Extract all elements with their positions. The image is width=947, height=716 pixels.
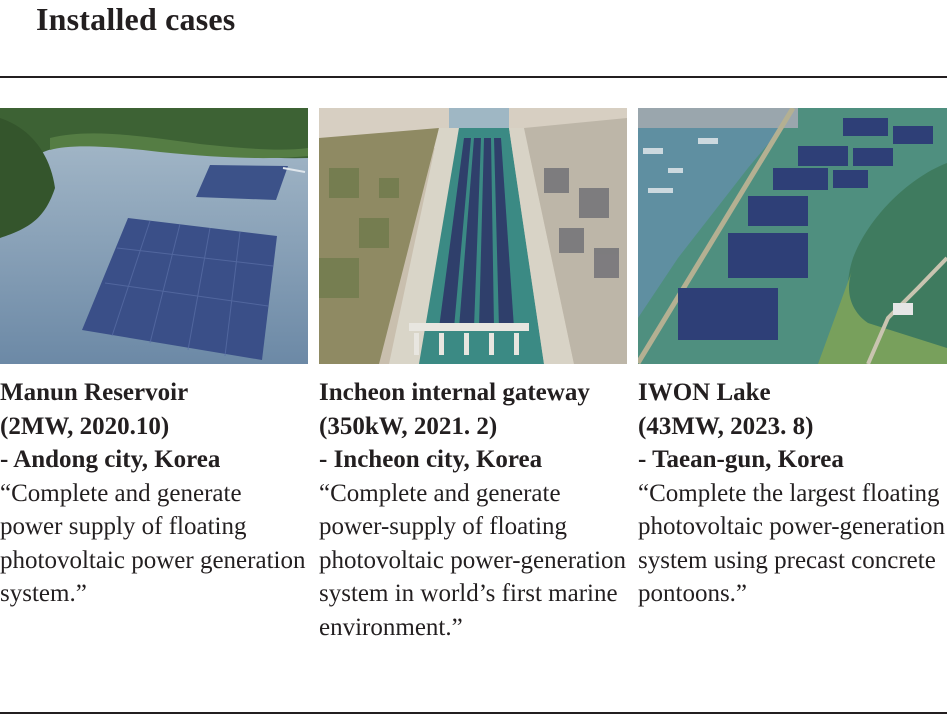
case-card-manun [0,108,308,611]
case-caption [0,376,308,611]
case-caption [638,376,947,611]
case-location: - Taean-gun, Korea [638,446,844,473]
floating-solar-reservoir-photo [0,108,308,364]
case-location: - Andong city, Korea [0,446,221,473]
case-name: Incheon internal gateway [319,379,590,406]
case-description: “Complete the largest floating photovoltaic power-generation system using precast concrete pontoons.” [638,479,946,607]
case-capacity-date: (2MW, 2020.10) [0,412,170,440]
case-description: “Complete and generate power-supply of floating photovoltaic power-generation system in world’s first marine environment.” [319,479,627,641]
bottom-divider [0,712,947,714]
section-heading: Installed cases [36,1,236,37]
case-capacity-date: (43MW, 2023. 8) [638,412,814,440]
case-description: “Complete and generate power supply of floating photovoltaic power generation system.” [0,479,306,607]
floating-solar-lake-photo [638,108,947,364]
case-caption [319,376,627,644]
case-location: - Incheon city, Korea [319,446,543,473]
case-name: IWON Lake [638,379,771,406]
case-card-incheon [319,108,627,644]
case-name: Manun Reservoir [0,379,189,406]
top-divider [0,76,947,78]
case-card-iwon [638,108,947,611]
floating-solar-gateway-photo [319,108,627,364]
case-capacity-date: (350kW, 2021. 2) [319,412,498,440]
